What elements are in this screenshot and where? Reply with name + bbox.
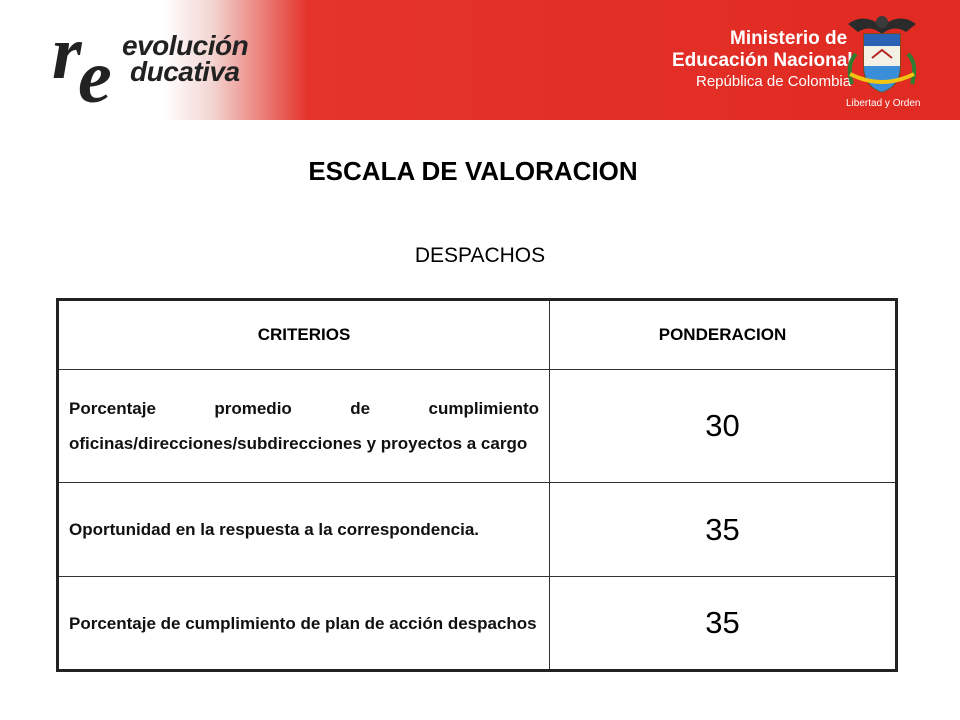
ponderacion-cell: 30 (550, 370, 897, 483)
criterio-cell: Porcentaje promedio de cumplimiento oficinas/direcciones/subdirecciones y proyectos a cargo (58, 370, 550, 483)
header-ponderacion: PONDERACION (550, 300, 897, 370)
motto: Libertad y Orden (846, 98, 921, 109)
table-header-row (58, 300, 897, 370)
colombia-coat-of-arms-icon (842, 10, 922, 98)
header-banner (0, 0, 960, 120)
criterio-cell: Porcentaje de cumplimiento de plan de acción despachos (58, 577, 550, 671)
ministry-line-2: Educación Nacional (672, 50, 853, 71)
ministry-logo-text (672, 28, 853, 92)
ponderacion-cell: 35 (550, 577, 897, 671)
page-title: ESCALA DE VALORACION (308, 156, 638, 186)
table-row (58, 370, 897, 483)
revolucion-educativa-logo (48, 11, 258, 119)
logo-letter-r: r (52, 11, 82, 95)
logo-word-1: evolución (122, 30, 249, 61)
ministry-line-1: Ministerio de (730, 28, 848, 49)
table-row (58, 483, 897, 577)
ministry-line-3: República de Colombia (696, 73, 852, 90)
header-criterios: CRITERIOS (58, 300, 550, 370)
page-subtitle: DESPACHOS (414, 244, 546, 267)
valuation-table (56, 298, 898, 672)
table-row (58, 577, 897, 671)
criterio-cell: Oportunidad en la respuesta a la correspondencia. (58, 483, 550, 577)
logo-letter-e: e (78, 35, 112, 119)
logo-word-2: ducativa (130, 56, 240, 87)
ponderacion-cell: 35 (550, 483, 897, 577)
